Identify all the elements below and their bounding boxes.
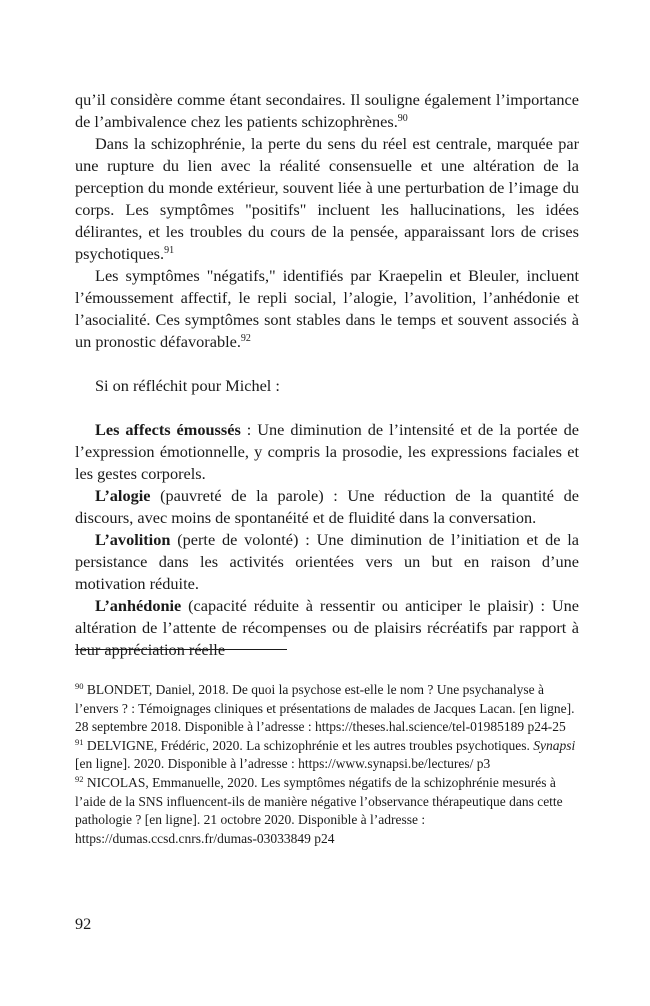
footnote-ref: 91 <box>75 736 84 747</box>
text-run: BLONDET, Daniel, 2018. De quoi la psychose est-elle le nom ? Une psychanalyse à l’envers ? : Témoignages cliniques et présentations de malades de Jacques Lacan. [en ligne]. 28 septembre 2018. Disponible à l’adresse : https://theses.hal.science/tel-01985189 p24-25 <box>75 682 575 735</box>
paragraph <box>75 419 579 485</box>
footnote-separator <box>75 649 287 650</box>
footnote-ref: 90 <box>75 681 84 691</box>
paragraph <box>75 375 579 397</box>
bold-term: L’alogie <box>95 486 151 505</box>
text-run: Les symptômes "négatifs," identifiés par Kraepelin et Bleuler, incluent l’émoussement affectif, le repli social, l’alogie, l’avolition, l’anhédonie et l’asocialité. Ces symptômes sont stables dans le temps et souvent associés à un pronostic défavorable. <box>75 266 579 351</box>
footnote-ref: 91 <box>164 245 175 256</box>
paragraph <box>75 529 579 595</box>
footnote-ref: 92 <box>240 333 251 344</box>
paragraph <box>75 595 579 661</box>
paragraph <box>75 133 579 265</box>
text-run: : Une diminution de l’intensité et de la portée de l’expression émotionnelle, y compris la prosodie, les expressions faciales et les gestes corporels. <box>75 420 579 483</box>
text-run: Si on réfléchit pour Michel : <box>95 376 280 395</box>
text-run: DELVIGNE, Frédéric, 2020. La schizophrénie et les autres troubles psychotiques. <box>83 737 534 753</box>
text-run: (perte de volonté) : Une diminution de l’initiation et de la persistance dans les activités orientées vers un but en raison d’une motivation réduite. <box>75 530 579 593</box>
bold-term: L’anhédonie <box>95 596 182 615</box>
footnote-ref: 92 <box>75 773 84 784</box>
footnote <box>75 737 579 774</box>
footnotes <box>75 681 579 848</box>
text-run: (pauvreté de la parole) : Une réduction de la quantité de discours, avec moins de spontanéité et de fluidité dans la conversation. <box>75 486 579 527</box>
bold-term: L’avolition <box>95 530 171 549</box>
text-run: Synapsi <box>533 737 576 753</box>
page-number: 92 <box>75 914 92 933</box>
text-run: Dans la schizophrénie, la perte du sens du réel est centrale, marquée par une rupture du lien avec la réalité consensuelle et une altération de la perception du monde extérieur, souvent liée à une perturbation de l’image du corps. Les symptômes "positifs" incluent les hallucinations, les idées délirantes, et les troubles du cours de la pensée, apparaissant lors de crises psychotiques. <box>75 134 579 263</box>
text-run: (capacité réduite à ressentir ou anticiper le plaisir) : Une altération de l’attente de récompenses ou de plaisirs récréatifs par rapport à leur appréciation réelle <box>75 596 579 659</box>
footnote <box>75 774 579 848</box>
text-run: qu’il considère comme étant secondaires. Il souligne également l’importance de l’ambivalence chez les patients schizophrènes. <box>75 90 579 131</box>
paragraph <box>75 265 579 353</box>
text-run: [en ligne]. 2020. Disponible à l’adresse : https://www.synapsi.be/lectures/ p3 <box>75 756 491 772</box>
paragraph <box>75 89 579 133</box>
body-text <box>75 89 579 661</box>
footnote-ref: 90 <box>397 113 408 124</box>
footnote <box>75 681 579 737</box>
paragraph <box>75 485 579 529</box>
bold-term: Les affects émoussés <box>95 420 241 439</box>
text-run: NICOLAS, Emmanuelle, 2020. Les symptômes négatifs de la schizophrénie mesurés à l’aide de la SNS influencent-ils de manière négative l’observance thérapeutique dans cette pathologie ? [en ligne]. 21 octobre 2020. Disponible à l’adresse : https://dumas.ccsd.cnrs.fr/dumas-03033849 p24 <box>75 774 563 846</box>
